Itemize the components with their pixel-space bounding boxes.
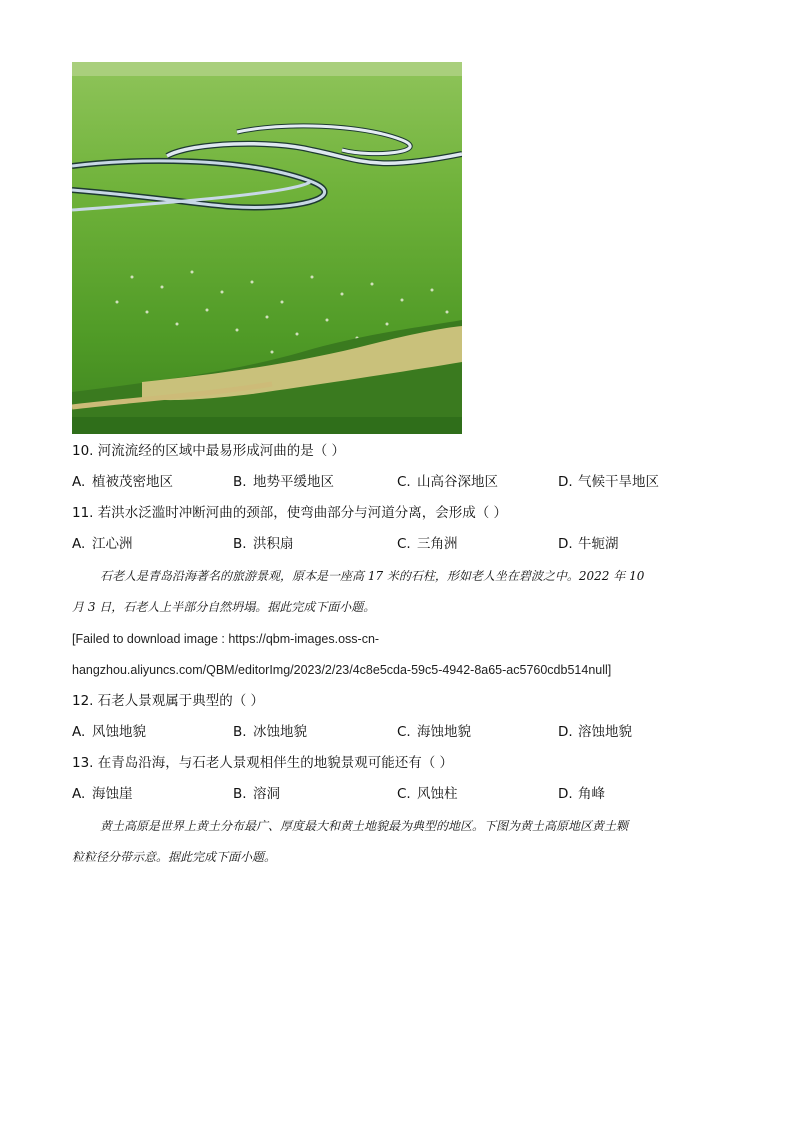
passage-shilaoren-line2: 月 3 日，石老人上半部分自然坍塌。据此完成下面小题。 [72, 600, 376, 614]
option-c[interactable]: C. 三角洲 [397, 536, 458, 552]
failed-image-notice-line2: hangzhou.aliyuncs.com/QBM/editorImg/2023/2/23/4c8e5cda-59c5-4942-8a65-ac5760cdb514null] [72, 663, 612, 677]
passage-loess-line2: 粒粒径分带示意。据此完成下面小题。 [72, 850, 277, 864]
question-13-stem: 13. 在青岛沿海，与石老人景观相伴生的地貌景观可能还有（ ） [72, 755, 454, 771]
question-11-stem: 11. 若洪水泛滥时冲断河曲的颈部，使弯曲部分与河道分离，会形成（ ） [72, 505, 508, 521]
option-d[interactable]: D. 牛轭湖 [558, 536, 619, 552]
question-12-options [72, 723, 722, 741]
option-b[interactable]: B. 洪积扇 [233, 536, 294, 552]
failed-image-notice-line1: [Failed to download image : https://qbm-images.oss-cn- [72, 632, 380, 646]
option-b[interactable]: B. 溶洞 [233, 786, 280, 802]
option-a[interactable]: A. 江心洲 [72, 536, 133, 552]
question-10-stem: 10. 河流流经的区域中最易形成河曲的是（ ） [72, 443, 346, 459]
option-c[interactable]: C. 山高谷深地区 [397, 474, 498, 490]
option-a[interactable]: A. 植被茂密地区 [72, 474, 173, 490]
option-b[interactable]: B. 地势平缓地区 [233, 474, 334, 490]
meander-grassland-photo [72, 62, 462, 434]
question-13-options [72, 785, 722, 803]
option-a[interactable]: A. 风蚀地貌 [72, 724, 146, 740]
option-c[interactable]: C. 海蚀地貌 [397, 724, 471, 740]
meander-illustration [72, 62, 462, 434]
passage-loess-line1: 黄土高原是世界上黄土分布最广、厚度最大和黄土地貌最为典型的地区。下图为黄土高原地区黄土颗 [100, 819, 629, 833]
option-d[interactable]: D. 角峰 [558, 786, 605, 802]
option-d[interactable]: D. 气候干旱地区 [558, 474, 659, 490]
option-a[interactable]: A. 海蚀崖 [72, 786, 133, 802]
question-10-options [72, 473, 722, 491]
question-12-stem: 12. 石老人景观属于典型的（ ） [72, 693, 265, 709]
option-d[interactable]: D. 溶蚀地貌 [558, 724, 632, 740]
option-c[interactable]: C. 风蚀柱 [397, 786, 458, 802]
question-11-options [72, 535, 722, 553]
passage-shilaoren-line1: 石老人是青岛沿海著名的旅游景观，原本是一座高 17 米的石柱，形如老人坐在碧波之中。2022 年 10 [100, 569, 645, 583]
option-b[interactable]: B. 冰蚀地貌 [233, 724, 307, 740]
